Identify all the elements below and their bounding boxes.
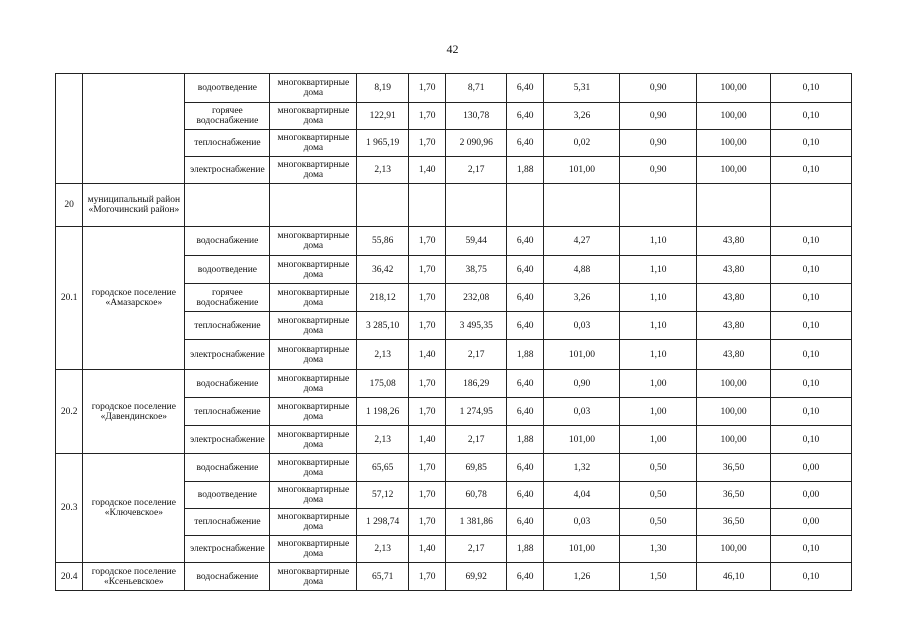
value-cell: 8,19 bbox=[357, 74, 409, 103]
value-cell: 3,26 bbox=[544, 103, 620, 130]
value-cell: 3,26 bbox=[544, 284, 620, 312]
service-cell bbox=[185, 184, 270, 227]
service-cell: горячее водоснабжение bbox=[185, 284, 270, 312]
value-cell: 1,70 bbox=[408, 130, 445, 157]
table-row bbox=[56, 563, 852, 591]
value-cell: 2,13 bbox=[357, 340, 409, 370]
consumer-cell: многоквартирные дома bbox=[270, 130, 357, 157]
value-cell: 101,00 bbox=[544, 157, 620, 184]
value-cell: 43,80 bbox=[697, 340, 771, 370]
value-cell: 1,00 bbox=[620, 426, 697, 454]
value-cell: 0,50 bbox=[620, 482, 697, 509]
municipality-name-cell: городское поселение «Ключевское» bbox=[83, 454, 185, 563]
service-cell: теплоснабжение bbox=[185, 398, 270, 426]
value-cell: 101,00 bbox=[544, 536, 620, 563]
value-cell: 100,00 bbox=[697, 398, 771, 426]
value-cell: 1,70 bbox=[408, 227, 445, 256]
value-cell: 6,40 bbox=[507, 256, 544, 284]
service-cell: теплоснабжение bbox=[185, 130, 270, 157]
value-cell: 1,88 bbox=[507, 536, 544, 563]
value-cell: 1,70 bbox=[408, 509, 445, 536]
value-cell: 218,12 bbox=[357, 284, 409, 312]
service-cell: водоснабжение bbox=[185, 370, 270, 398]
value-cell: 6,40 bbox=[507, 312, 544, 340]
value-cell: 0,10 bbox=[770, 426, 851, 454]
table-row bbox=[56, 227, 852, 256]
value-cell: 0,90 bbox=[620, 130, 697, 157]
value-cell: 0,10 bbox=[770, 227, 851, 256]
consumer-cell: многоквартирные дома bbox=[270, 312, 357, 340]
value-cell: 100,00 bbox=[697, 536, 771, 563]
service-cell: водоснабжение bbox=[185, 454, 270, 482]
value-cell: 43,80 bbox=[697, 227, 771, 256]
consumer-cell: многоквартирные дома bbox=[270, 284, 357, 312]
value-cell: 175,08 bbox=[357, 370, 409, 398]
value-cell: 1,30 bbox=[620, 536, 697, 563]
value-cell: 1,00 bbox=[620, 370, 697, 398]
value-cell: 1,50 bbox=[620, 563, 697, 591]
service-cell: теплоснабжение bbox=[185, 312, 270, 340]
value-cell: 2,17 bbox=[446, 426, 507, 454]
value-cell: 186,29 bbox=[446, 370, 507, 398]
value-cell: 0,03 bbox=[544, 312, 620, 340]
value-cell: 1,70 bbox=[408, 103, 445, 130]
value-cell: 1,26 bbox=[544, 563, 620, 591]
value-cell: 1 274,95 bbox=[446, 398, 507, 426]
value-cell: 57,12 bbox=[357, 482, 409, 509]
value-cell: 6,40 bbox=[507, 509, 544, 536]
value-cell: 0,90 bbox=[620, 103, 697, 130]
value-cell: 6,40 bbox=[507, 482, 544, 509]
value-cell: 2,17 bbox=[446, 157, 507, 184]
value-cell: 1,40 bbox=[408, 340, 445, 370]
municipality-name-cell: городское поселение «Амазарское» bbox=[83, 227, 185, 370]
service-cell: электроснабжение bbox=[185, 536, 270, 563]
service-cell: электроснабжение bbox=[185, 157, 270, 184]
consumer-cell: многоквартирные дома bbox=[270, 454, 357, 482]
value-cell: 100,00 bbox=[697, 130, 771, 157]
value-cell: 0,90 bbox=[620, 157, 697, 184]
value-cell: 0,03 bbox=[544, 509, 620, 536]
value-cell: 2 090,96 bbox=[446, 130, 507, 157]
value-cell: 232,08 bbox=[446, 284, 507, 312]
value-cell: 60,78 bbox=[446, 482, 507, 509]
value-cell: 43,80 bbox=[697, 312, 771, 340]
value-cell: 6,40 bbox=[507, 563, 544, 591]
value-cell bbox=[697, 184, 771, 227]
value-cell: 0,10 bbox=[770, 340, 851, 370]
value-cell: 1 381,86 bbox=[446, 509, 507, 536]
value-cell: 36,50 bbox=[697, 482, 771, 509]
value-cell: 1,70 bbox=[408, 454, 445, 482]
table-row bbox=[56, 74, 852, 103]
value-cell: 0,10 bbox=[770, 256, 851, 284]
value-cell: 59,44 bbox=[446, 227, 507, 256]
section-number-cell: 20.3 bbox=[56, 454, 83, 563]
value-cell: 1,88 bbox=[507, 340, 544, 370]
table-row bbox=[56, 370, 852, 398]
value-cell bbox=[357, 184, 409, 227]
service-cell: водоснабжение bbox=[185, 227, 270, 256]
value-cell: 1,88 bbox=[507, 157, 544, 184]
consumer-cell: многоквартирные дома bbox=[270, 563, 357, 591]
value-cell: 1,70 bbox=[408, 284, 445, 312]
value-cell: 1,40 bbox=[408, 536, 445, 563]
value-cell: 65,71 bbox=[357, 563, 409, 591]
value-cell: 6,40 bbox=[507, 454, 544, 482]
value-cell: 0,00 bbox=[770, 509, 851, 536]
consumer-cell: многоквартирные дома bbox=[270, 256, 357, 284]
value-cell: 0,10 bbox=[770, 398, 851, 426]
consumer-cell: многоквартирные дома bbox=[270, 74, 357, 103]
value-cell: 0,10 bbox=[770, 103, 851, 130]
section-number-cell: 20.4 bbox=[56, 563, 83, 591]
value-cell: 1,10 bbox=[620, 227, 697, 256]
value-cell: 2,17 bbox=[446, 536, 507, 563]
page-number: 42 bbox=[446, 42, 459, 56]
value-cell: 55,86 bbox=[357, 227, 409, 256]
value-cell: 1,70 bbox=[408, 563, 445, 591]
value-cell: 1 298,74 bbox=[357, 509, 409, 536]
value-cell: 1,70 bbox=[408, 398, 445, 426]
value-cell: 122,91 bbox=[357, 103, 409, 130]
value-cell: 1,10 bbox=[620, 256, 697, 284]
service-cell: водоснабжение bbox=[185, 563, 270, 591]
value-cell: 0,90 bbox=[620, 74, 697, 103]
value-cell: 6,40 bbox=[507, 103, 544, 130]
consumer-cell: многоквартирные дома bbox=[270, 370, 357, 398]
tariff-table bbox=[55, 73, 852, 591]
value-cell: 100,00 bbox=[697, 74, 771, 103]
value-cell: 8,71 bbox=[446, 74, 507, 103]
value-cell: 0,02 bbox=[544, 130, 620, 157]
consumer-cell bbox=[270, 184, 357, 227]
service-cell: электроснабжение bbox=[185, 340, 270, 370]
table-body bbox=[56, 74, 852, 591]
value-cell: 1,10 bbox=[620, 312, 697, 340]
value-cell bbox=[770, 184, 851, 227]
value-cell: 36,50 bbox=[697, 509, 771, 536]
value-cell: 0,50 bbox=[620, 454, 697, 482]
service-cell: водоотведение bbox=[185, 74, 270, 103]
value-cell: 36,42 bbox=[357, 256, 409, 284]
value-cell: 0,10 bbox=[770, 563, 851, 591]
value-cell: 0,03 bbox=[544, 398, 620, 426]
value-cell: 1,40 bbox=[408, 426, 445, 454]
value-cell: 3 495,35 bbox=[446, 312, 507, 340]
consumer-cell: многоквартирные дома bbox=[270, 509, 357, 536]
value-cell: 43,80 bbox=[697, 284, 771, 312]
value-cell: 0,00 bbox=[770, 482, 851, 509]
consumer-cell: многоквартирные дома bbox=[270, 227, 357, 256]
consumer-cell: многоквартирные дома bbox=[270, 157, 357, 184]
service-cell: водоотведение bbox=[185, 256, 270, 284]
service-cell: горячее водоснабжение bbox=[185, 103, 270, 130]
value-cell: 6,40 bbox=[507, 130, 544, 157]
value-cell: 6,40 bbox=[507, 370, 544, 398]
table-row bbox=[56, 454, 852, 482]
value-cell: 6,40 bbox=[507, 284, 544, 312]
consumer-cell: многоквартирные дома bbox=[270, 426, 357, 454]
service-cell: электроснабжение bbox=[185, 426, 270, 454]
value-cell bbox=[544, 184, 620, 227]
consumer-cell: многоквартирные дома bbox=[270, 536, 357, 563]
value-cell: 1,10 bbox=[620, 284, 697, 312]
section-number-cell: 20 bbox=[56, 184, 83, 227]
service-cell: водоотведение bbox=[185, 482, 270, 509]
value-cell bbox=[507, 184, 544, 227]
value-cell: 1,40 bbox=[408, 157, 445, 184]
value-cell: 36,50 bbox=[697, 454, 771, 482]
value-cell: 3 285,10 bbox=[357, 312, 409, 340]
value-cell: 100,00 bbox=[697, 157, 771, 184]
value-cell: 6,40 bbox=[507, 227, 544, 256]
value-cell: 6,40 bbox=[507, 398, 544, 426]
value-cell: 2,13 bbox=[357, 536, 409, 563]
value-cell: 4,04 bbox=[544, 482, 620, 509]
value-cell: 4,88 bbox=[544, 256, 620, 284]
value-cell: 0,90 bbox=[544, 370, 620, 398]
value-cell: 0,10 bbox=[770, 130, 851, 157]
value-cell: 100,00 bbox=[697, 103, 771, 130]
value-cell: 0,10 bbox=[770, 284, 851, 312]
municipality-name-cell: муниципальный район «Могочинский район» bbox=[83, 184, 185, 227]
section-number-cell bbox=[56, 74, 83, 184]
value-cell: 2,17 bbox=[446, 340, 507, 370]
municipality-name-cell: городское поселение «Давендинское» bbox=[83, 370, 185, 454]
value-cell: 1,70 bbox=[408, 312, 445, 340]
consumer-cell: многоквартирные дома bbox=[270, 482, 357, 509]
value-cell: 2,13 bbox=[357, 157, 409, 184]
value-cell: 1,70 bbox=[408, 482, 445, 509]
value-cell: 0,10 bbox=[770, 312, 851, 340]
value-cell: 101,00 bbox=[544, 340, 620, 370]
value-cell: 0,10 bbox=[770, 370, 851, 398]
value-cell: 43,80 bbox=[697, 256, 771, 284]
table-row bbox=[56, 184, 852, 227]
consumer-cell: многоквартирные дома bbox=[270, 398, 357, 426]
value-cell bbox=[446, 184, 507, 227]
value-cell: 0,10 bbox=[770, 157, 851, 184]
value-cell: 100,00 bbox=[697, 370, 771, 398]
value-cell: 0,10 bbox=[770, 74, 851, 103]
value-cell: 130,78 bbox=[446, 103, 507, 130]
consumer-cell: многоквартирные дома bbox=[270, 340, 357, 370]
value-cell: 69,92 bbox=[446, 563, 507, 591]
value-cell: 1,88 bbox=[507, 426, 544, 454]
value-cell: 1,70 bbox=[408, 256, 445, 284]
municipality-name-cell: городское поселение «Ксеньевское» bbox=[83, 563, 185, 591]
value-cell: 1,70 bbox=[408, 370, 445, 398]
value-cell: 1,70 bbox=[408, 74, 445, 103]
value-cell: 1,32 bbox=[544, 454, 620, 482]
municipality-name-cell bbox=[83, 74, 185, 184]
value-cell: 100,00 bbox=[697, 426, 771, 454]
value-cell: 1 965,19 bbox=[357, 130, 409, 157]
service-cell: теплоснабжение bbox=[185, 509, 270, 536]
section-number-cell: 20.1 bbox=[56, 227, 83, 370]
value-cell: 38,75 bbox=[446, 256, 507, 284]
value-cell: 1,00 bbox=[620, 398, 697, 426]
consumer-cell: многоквартирные дома bbox=[270, 103, 357, 130]
value-cell: 0,50 bbox=[620, 509, 697, 536]
value-cell: 2,13 bbox=[357, 426, 409, 454]
value-cell bbox=[408, 184, 445, 227]
value-cell: 1 198,26 bbox=[357, 398, 409, 426]
value-cell: 46,10 bbox=[697, 563, 771, 591]
value-cell: 0,10 bbox=[770, 536, 851, 563]
value-cell: 101,00 bbox=[544, 426, 620, 454]
section-number-cell: 20.2 bbox=[56, 370, 83, 454]
value-cell: 69,85 bbox=[446, 454, 507, 482]
value-cell: 65,65 bbox=[357, 454, 409, 482]
value-cell bbox=[620, 184, 697, 227]
value-cell: 6,40 bbox=[507, 74, 544, 103]
value-cell: 5,31 bbox=[544, 74, 620, 103]
value-cell: 1,10 bbox=[620, 340, 697, 370]
value-cell: 0,00 bbox=[770, 454, 851, 482]
value-cell: 4,27 bbox=[544, 227, 620, 256]
